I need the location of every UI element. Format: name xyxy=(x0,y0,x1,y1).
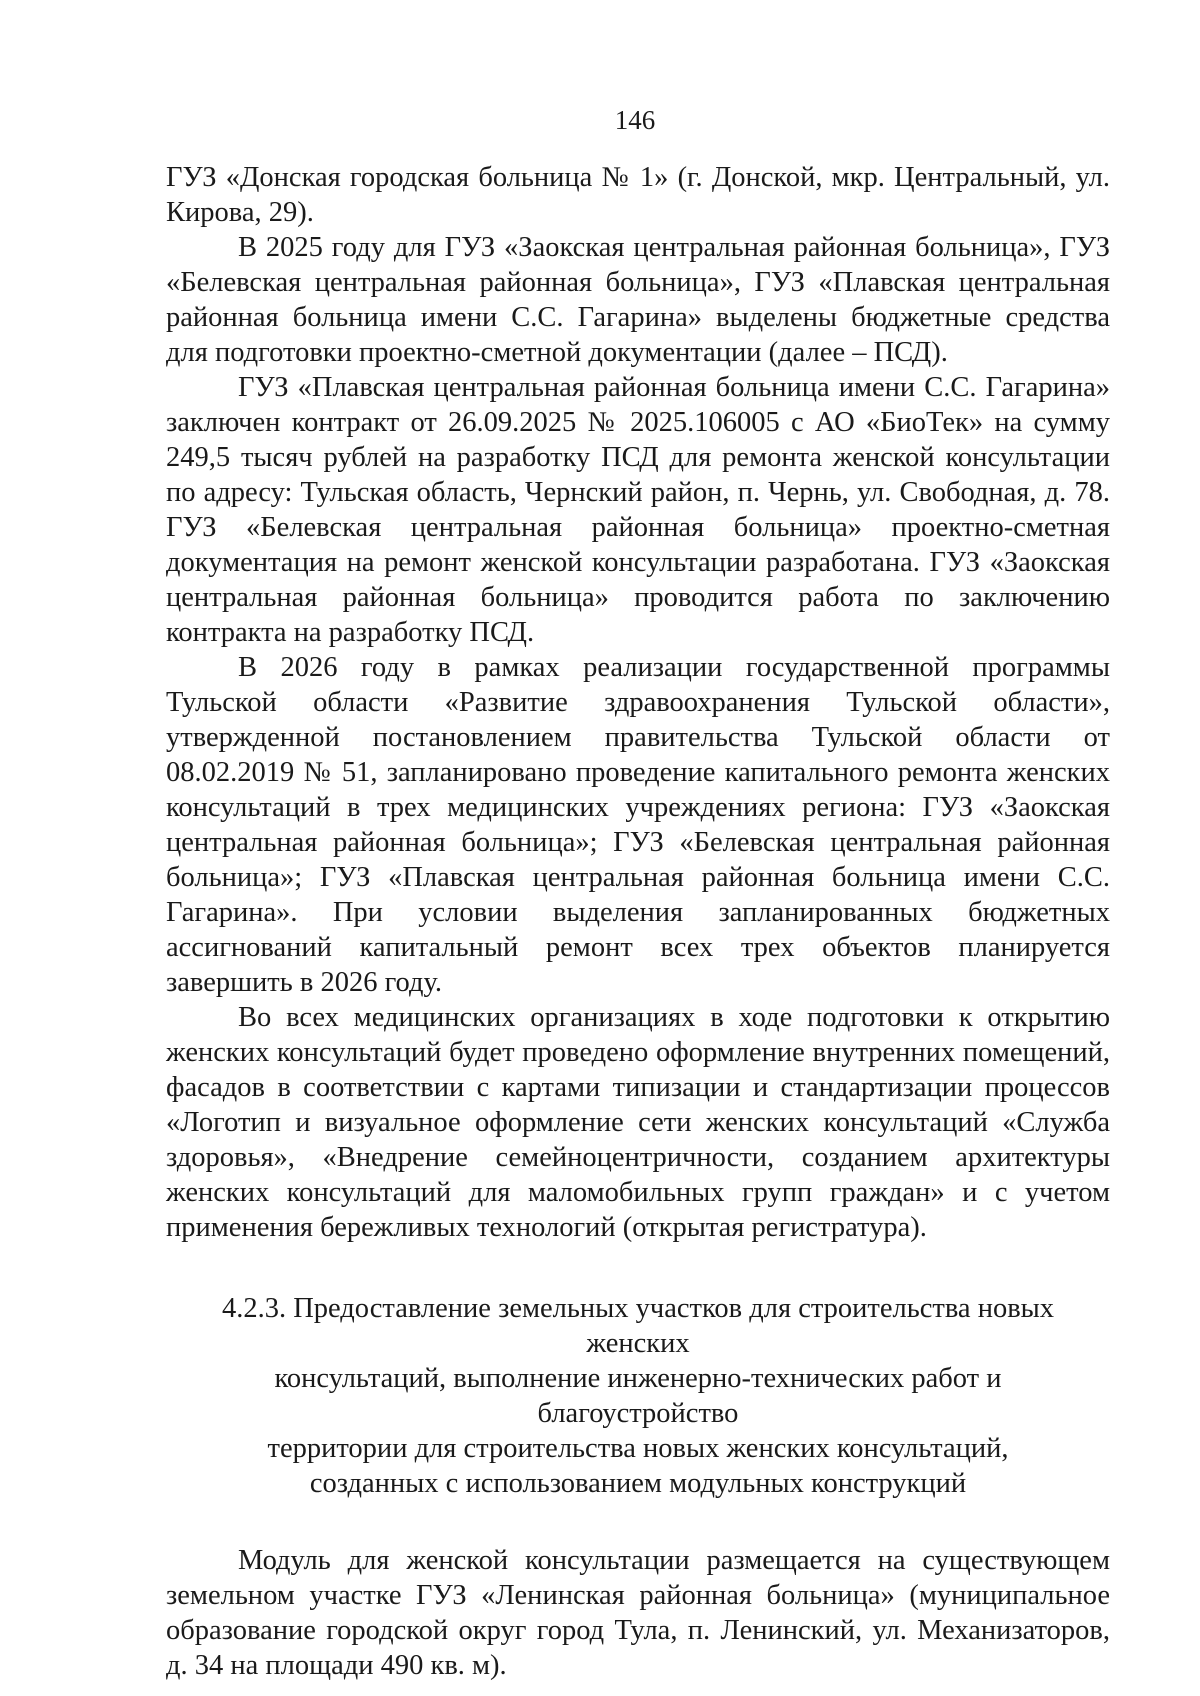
section-heading-line: консультаций, выполнение инженерно-технических работ и благоустройство xyxy=(274,1363,1002,1429)
section-heading-line: созданных с использованием модульных конструкций xyxy=(309,1468,967,1499)
paragraph-plavskaya-contract: ГУЗ «Плавская центральная районная больница имени С.С. Гагарина» заключен контракт от 26.09.2025 № 2025.106005 с АО «БиоТек» на сумму 249,5 тысяч рублей на разработку ПСД для ремонта женской консультации по адресу: Тульская область, Чернский район, п. Чернь, ул. Свободная, д. 78. ГУЗ «Белевская центральная районная больница» проектно-сметная документация на ремонт женской консультации разработана. ГУЗ «Заокская центральная районная больница» проводится работа по заключению контракта на разработку ПСД. xyxy=(166,372,1110,648)
section-heading-line: территории для строительства новых женских консультаций, xyxy=(267,1433,1009,1464)
page-number: 146 xyxy=(614,105,656,135)
paragraph-module-placement: Модуль для женской консультации размещается на существующем земельном участке ГУЗ «Ленинская районная больница» (муниципальное образование городской округ город Тула, п. Ленинский, ул. Механизаторов, д. 34 на площади 490 кв. м). xyxy=(166,1545,1110,1681)
paragraph-design-standards: Во всех медицинских организациях в ходе подготовки к открытию женских консультаций будет проведено оформление внутренних помещений, фасадов в соответствии с картами типизации и стандартизации процессов «Логотип и визуальное оформление сети женских консультаций «Служба здоровья», «Внедрение семейноцентричности, созданием архитектуры женских консультаций для маломобильных групп граждан» и с учетом применения бережливых технологий (открытая регистратура). xyxy=(166,1002,1110,1243)
paragraph-donskaya-hospital: ГУЗ «Донская городская больница № 1» (г. Донской, мкр. Центральный, ул. Кирова, 29). xyxy=(166,162,1110,228)
section-heading-line: 4.2.3. Предоставление земельных участков для строительства новых женских xyxy=(221,1293,1055,1359)
section-heading xyxy=(166,1291,1110,1501)
document-body xyxy=(166,160,1110,1683)
paragraph-2025-funding: В 2025 году для ГУЗ «Заокская центральная районная больница», ГУЗ «Белевская центральная районная больница», ГУЗ «Плавская центральная районная больница имени С.С. Гагарина» выделены бюджетные средства для подготовки проектно-сметной документации (далее – ПСД). xyxy=(166,232,1110,368)
paragraph-2026-program: В 2026 году в рамках реализации государственной программы Тульской области «Развитие здравоохранения Тульской области», утвержденной постановлением правительства Тульской области от 08.02.2019 № 51, запланировано проведение капитального ремонта женских консультаций в трех медицинских учреждениях региона: ГУЗ «Заокская центральная районная больница»; ГУЗ «Белевская центральная районная больница»; ГУЗ «Плавская центральная районная больница имени С.С. Гагарина». При условии выделения запланированных бюджетных ассигнований капитальный ремонт всех трех объектов планируется завершить в 2026 году. xyxy=(166,652,1110,998)
